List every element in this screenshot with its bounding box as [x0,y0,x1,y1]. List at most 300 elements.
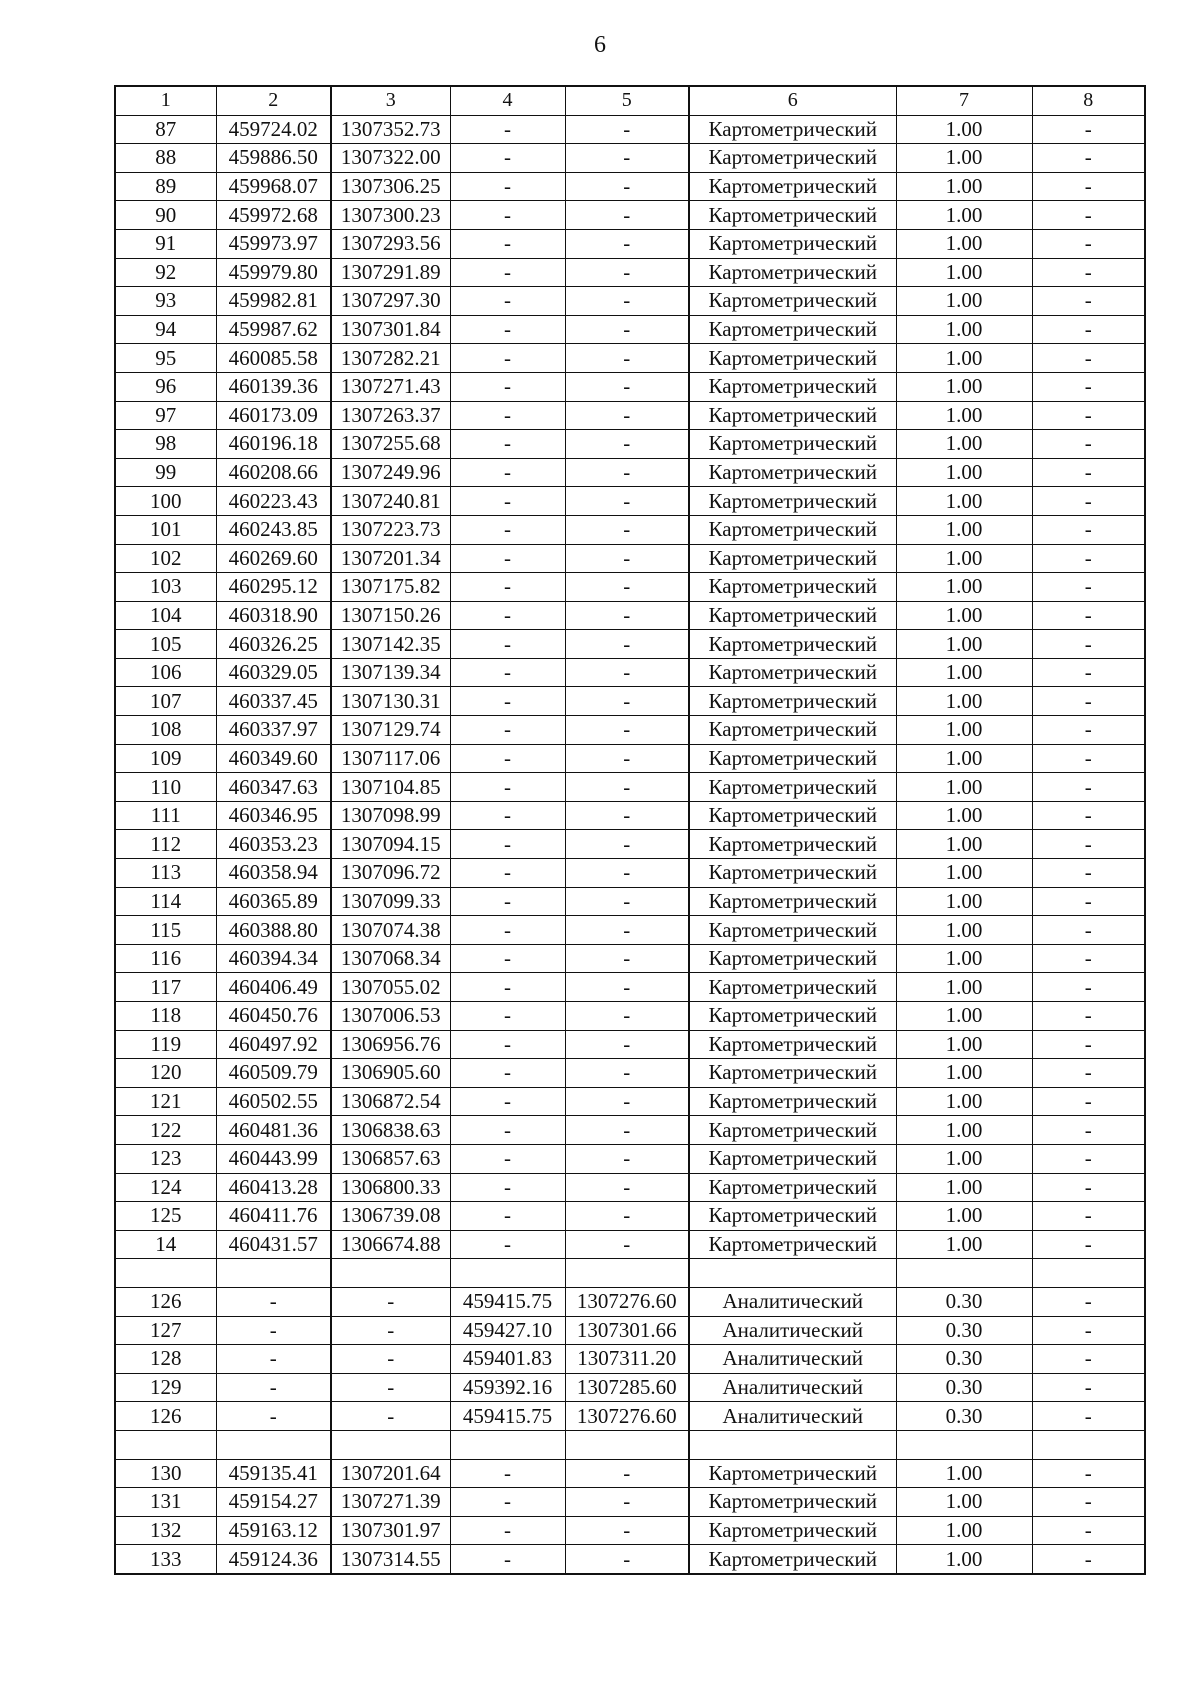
cell-point-number: 115 [115,916,216,945]
cell-point-number: 101 [115,515,216,544]
table-row [115,658,1145,687]
cell-description: - [1032,1144,1145,1173]
table-row [115,115,1145,144]
cell-point-number: 96 [115,372,216,401]
cell-accuracy: 1.00 [896,1059,1032,1088]
cell-point-number: 132 [115,1516,216,1545]
cell-method: Картометрический [689,144,896,173]
cell-method: Аналитический [689,1373,896,1402]
cell-y-existing: 1307293.56 [331,229,450,258]
header-cell-x-existing: 2 [216,86,331,115]
cell-x-refined: - [450,658,565,687]
cell-point-number: 119 [115,1030,216,1059]
cell-x-refined: - [450,1230,565,1259]
cell-y-existing: 1307301.84 [331,315,450,344]
cell-y-refined: - [565,973,689,1002]
cell-y-refined: - [565,1545,689,1574]
cell-method: Картометрический [689,544,896,573]
cell-description: - [1032,1030,1145,1059]
cell-y-existing: - [331,1402,450,1431]
cell-x-existing: 460365.89 [216,887,331,916]
cell-y-existing: 1306739.08 [331,1202,450,1231]
cell-description: - [1032,1373,1145,1402]
cell-y-existing: 1306956.76 [331,1030,450,1059]
cell-x-existing: 460329.05 [216,658,331,687]
cell-description: - [1032,716,1145,745]
cell-y-existing: 1307129.74 [331,716,450,745]
header-row [115,86,1145,115]
cell-y-refined: 1307276.60 [565,1287,689,1316]
cell-accuracy: 1.00 [896,487,1032,516]
cell-y-existing: 1307301.97 [331,1516,450,1545]
cell-y-refined: - [565,344,689,373]
table-row [115,487,1145,516]
cell-description: - [1032,315,1145,344]
cell-x-refined: - [450,1488,565,1517]
cell-x-existing: 460139.36 [216,372,331,401]
cell-accuracy: 1.00 [896,430,1032,459]
cell-point-number [115,1259,216,1288]
cell-accuracy: 1.00 [896,773,1032,802]
cell-y-refined: - [565,229,689,258]
cell-method: Картометрический [689,172,896,201]
cell-accuracy: 1.00 [896,830,1032,859]
table-row [115,773,1145,802]
cell-accuracy: 1.00 [896,887,1032,916]
cell-y-existing: 1307068.34 [331,944,450,973]
cell-x-existing: 460337.45 [216,687,331,716]
cell-description: - [1032,973,1145,1002]
cell-accuracy: 0.30 [896,1287,1032,1316]
cell-accuracy: 1.00 [896,1545,1032,1574]
table-row [115,687,1145,716]
cell-accuracy: 0.30 [896,1316,1032,1345]
cell-method: Картометрический [689,887,896,916]
cell-y-existing: 1307130.31 [331,687,450,716]
cell-description: - [1032,487,1145,516]
cell-description: - [1032,1402,1145,1431]
cell-y-refined: - [565,1030,689,1059]
cell-method: Аналитический [689,1345,896,1374]
cell-description: - [1032,1545,1145,1574]
cell-x-refined: - [450,1002,565,1031]
cell-x-refined: - [450,1030,565,1059]
cell-x-refined: 459427.10 [450,1316,565,1345]
cell-point-number: 118 [115,1002,216,1031]
cell-method: Картометрический [689,487,896,516]
cell-y-existing: 1307117.06 [331,744,450,773]
cell-x-existing: 460349.60 [216,744,331,773]
cell-x-existing: 460431.57 [216,1230,331,1259]
cell-x-existing [216,1430,331,1459]
table-row [115,716,1145,745]
cell-x-refined: - [450,172,565,201]
table-row [115,744,1145,773]
cell-point-number: 123 [115,1144,216,1173]
cell-description: - [1032,1345,1145,1374]
cell-x-refined: - [450,687,565,716]
cell-description: - [1032,287,1145,316]
cell-y-refined: - [565,801,689,830]
cell-point-number: 104 [115,601,216,630]
cell-x-refined: 459401.83 [450,1345,565,1374]
cell-y-existing: 1307314.55 [331,1545,450,1574]
cell-y-existing: - [331,1316,450,1345]
header-cell-accuracy: 7 [896,86,1032,115]
cell-x-existing: 460196.18 [216,430,331,459]
cell-y-refined: - [565,258,689,287]
cell-method: Картометрический [689,115,896,144]
cell-description: - [1032,344,1145,373]
cell-y-existing: 1306872.54 [331,1087,450,1116]
cell-point-number: 122 [115,1116,216,1145]
cell-y-existing: 1307223.73 [331,515,450,544]
cell-point-number: 94 [115,315,216,344]
cell-method: Картометрический [689,658,896,687]
cell-y-existing: 1306674.88 [331,1230,450,1259]
cell-accuracy: 1.00 [896,1087,1032,1116]
table-row [115,1459,1145,1488]
table-row [115,1059,1145,1088]
table-row [115,430,1145,459]
cell-x-refined [450,1259,565,1288]
cell-x-refined: - [450,258,565,287]
cell-description: - [1032,544,1145,573]
cell-accuracy: 1.00 [896,1459,1032,1488]
cell-description: - [1032,887,1145,916]
cell-y-refined: - [565,1459,689,1488]
cell-method: Картометрический [689,687,896,716]
cell-y-existing [331,1259,450,1288]
cell-accuracy: 1.00 [896,744,1032,773]
cell-method: Картометрический [689,1059,896,1088]
cell-x-existing: 460337.97 [216,716,331,745]
cell-y-refined: - [565,1488,689,1517]
cell-description: - [1032,1316,1145,1345]
cell-accuracy: 1.00 [896,401,1032,430]
cell-y-refined: - [565,687,689,716]
cell-x-existing: 460346.95 [216,801,331,830]
page-number: 6 [594,32,606,58]
table-row [115,1002,1145,1031]
cell-x-existing: 460502.55 [216,1087,331,1116]
cell-y-refined: - [565,430,689,459]
cell-y-refined: - [565,172,689,201]
table-row [115,573,1145,602]
table-row [115,944,1145,973]
cell-y-refined: - [565,1116,689,1145]
cell-y-existing: 1307300.23 [331,201,450,230]
cell-point-number: 125 [115,1202,216,1231]
cell-x-existing: 459973.97 [216,229,331,258]
cell-method: Картометрический [689,601,896,630]
cell-method [689,1430,896,1459]
cell-method: Картометрический [689,401,896,430]
cell-x-refined: - [450,115,565,144]
table-row [115,1202,1145,1231]
cell-description: - [1032,1202,1145,1231]
cell-y-existing: 1307099.33 [331,887,450,916]
cell-accuracy: 1.00 [896,1230,1032,1259]
cell-point-number: 129 [115,1373,216,1402]
cell-description: - [1032,630,1145,659]
cell-description [1032,1430,1145,1459]
coordinates-table [114,85,1146,1575]
cell-method: Картометрический [689,315,896,344]
cell-point-number: 89 [115,172,216,201]
cell-y-existing: 1307098.99 [331,801,450,830]
cell-y-refined: - [565,1516,689,1545]
cell-x-existing: 460406.49 [216,973,331,1002]
cell-x-existing: 459982.81 [216,287,331,316]
table-row [115,916,1145,945]
cell-method: Картометрический [689,287,896,316]
cell-y-refined: - [565,887,689,916]
cell-description: - [1032,830,1145,859]
cell-accuracy: 1.00 [896,1116,1032,1145]
cell-method: Картометрический [689,944,896,973]
cell-accuracy: 1.00 [896,344,1032,373]
cell-accuracy: 1.00 [896,944,1032,973]
cell-description: - [1032,458,1145,487]
cell-method: Картометрический [689,1488,896,1517]
cell-y-existing: 1307104.85 [331,773,450,802]
cell-accuracy: 1.00 [896,916,1032,945]
table-row [115,1545,1145,1574]
cell-x-refined: - [450,1059,565,1088]
table-row [115,1430,1145,1459]
table-row [115,544,1145,573]
cell-x-existing: - [216,1316,331,1345]
cell-accuracy: 1.00 [896,144,1032,173]
cell-point-number: 128 [115,1345,216,1374]
cell-point-number: 133 [115,1545,216,1574]
cell-description: - [1032,573,1145,602]
cell-point-number: 100 [115,487,216,516]
cell-y-existing: 1307306.25 [331,172,450,201]
cell-y-refined: - [565,601,689,630]
table-row [115,1230,1145,1259]
cell-method: Картометрический [689,1002,896,1031]
cell-x-existing: - [216,1373,331,1402]
cell-accuracy: 0.30 [896,1402,1032,1431]
cell-method: Картометрический [689,1173,896,1202]
cell-y-existing: 1307271.43 [331,372,450,401]
cell-y-refined: - [565,716,689,745]
cell-method: Картометрический [689,515,896,544]
table-row [115,830,1145,859]
cell-x-refined: 459415.75 [450,1287,565,1316]
cell-accuracy [896,1430,1032,1459]
cell-x-existing: 459135.41 [216,1459,331,1488]
cell-y-refined: - [565,573,689,602]
cell-point-number: 98 [115,430,216,459]
cell-x-existing: - [216,1345,331,1374]
cell-method: Картометрический [689,1030,896,1059]
header-cell-point-number: 1 [115,86,216,115]
cell-y-refined: - [565,1002,689,1031]
cell-y-existing: 1307055.02 [331,973,450,1002]
cell-accuracy: 1.00 [896,630,1032,659]
cell-accuracy: 1.00 [896,172,1032,201]
cell-y-existing: 1307240.81 [331,487,450,516]
cell-accuracy: 1.00 [896,716,1032,745]
cell-x-refined: - [450,315,565,344]
cell-y-refined: - [565,315,689,344]
cell-accuracy: 0.30 [896,1373,1032,1402]
cell-y-refined: - [565,515,689,544]
cell-x-refined: - [450,1545,565,1574]
cell-x-existing: 459124.36 [216,1545,331,1574]
cell-point-number: 114 [115,887,216,916]
cell-x-refined: - [450,487,565,516]
table-row [115,258,1145,287]
cell-x-existing: 460394.34 [216,944,331,973]
cell-description: - [1032,229,1145,258]
cell-y-refined: 1307276.60 [565,1402,689,1431]
cell-y-existing: 1306800.33 [331,1173,450,1202]
cell-y-existing: 1307291.89 [331,258,450,287]
cell-description: - [1032,1516,1145,1545]
cell-y-refined: - [565,544,689,573]
cell-description: - [1032,773,1145,802]
cell-y-existing: 1307249.96 [331,458,450,487]
cell-method: Картометрический [689,1516,896,1545]
cell-point-number: 110 [115,773,216,802]
cell-x-refined: - [450,1116,565,1145]
table-row [115,1373,1145,1402]
cell-y-existing: 1306857.63 [331,1144,450,1173]
cell-x-refined [450,1430,565,1459]
cell-description: - [1032,1488,1145,1517]
cell-x-refined: - [450,515,565,544]
cell-method: Картометрический [689,630,896,659]
cell-y-refined: - [565,287,689,316]
cell-x-refined: - [450,458,565,487]
cell-x-refined: - [450,773,565,802]
cell-y-refined: - [565,1202,689,1231]
cell-x-refined: - [450,430,565,459]
cell-x-refined: - [450,144,565,173]
cell-point-number: 124 [115,1173,216,1202]
cell-accuracy [896,1259,1032,1288]
cell-accuracy: 1.00 [896,658,1032,687]
cell-method: Картометрический [689,916,896,945]
table-row [115,315,1145,344]
cell-point-number: 99 [115,458,216,487]
cell-description: - [1032,1087,1145,1116]
cell-y-existing: 1307074.38 [331,916,450,945]
table-row [115,1402,1145,1431]
cell-x-existing: 459987.62 [216,315,331,344]
cell-description: - [1032,601,1145,630]
cell-x-existing: 460411.76 [216,1202,331,1231]
cell-description: - [1032,372,1145,401]
cell-description [1032,1259,1145,1288]
cell-y-refined: - [565,944,689,973]
cell-accuracy: 1.00 [896,1173,1032,1202]
cell-x-existing: 460208.66 [216,458,331,487]
cell-point-number: 117 [115,973,216,1002]
cell-description: - [1032,916,1145,945]
cell-method: Аналитический [689,1402,896,1431]
cell-y-refined: - [565,916,689,945]
cell-y-refined: 1307311.20 [565,1345,689,1374]
cell-x-refined: - [450,1202,565,1231]
cell-y-refined [565,1259,689,1288]
table-row [115,1030,1145,1059]
cell-description: - [1032,1287,1145,1316]
cell-accuracy: 1.00 [896,801,1032,830]
cell-description: - [1032,401,1145,430]
cell-point-number [115,1430,216,1459]
cell-y-refined: - [565,1230,689,1259]
table-row [115,973,1145,1002]
cell-accuracy: 1.00 [896,687,1032,716]
cell-method: Картометрический [689,1202,896,1231]
cell-x-existing: 460388.80 [216,916,331,945]
table-row [115,1516,1145,1545]
cell-x-existing: 460509.79 [216,1059,331,1088]
cell-accuracy: 1.00 [896,1002,1032,1031]
cell-y-existing: 1307255.68 [331,430,450,459]
cell-y-existing: 1307096.72 [331,859,450,888]
header-cell-description: 8 [1032,86,1145,115]
cell-point-number: 113 [115,859,216,888]
cell-accuracy: 1.00 [896,229,1032,258]
cell-point-number: 126 [115,1402,216,1431]
cell-x-existing: 460243.85 [216,515,331,544]
cell-method: Аналитический [689,1316,896,1345]
cell-accuracy: 1.00 [896,372,1032,401]
cell-x-existing: 460318.90 [216,601,331,630]
cell-y-existing: 1307150.26 [331,601,450,630]
cell-method: Картометрический [689,1230,896,1259]
table-row [115,801,1145,830]
cell-x-refined: - [450,830,565,859]
cell-x-existing: 460326.25 [216,630,331,659]
cell-accuracy: 1.00 [896,258,1032,287]
cell-method: Аналитический [689,1287,896,1316]
table-row [115,515,1145,544]
cell-x-existing: 459154.27 [216,1488,331,1517]
cell-y-refined: - [565,658,689,687]
table-row [115,1173,1145,1202]
cell-x-existing: 460353.23 [216,830,331,859]
table-row [115,144,1145,173]
cell-y-existing: 1307297.30 [331,287,450,316]
cell-x-refined: - [450,601,565,630]
cell-method [689,1259,896,1288]
table-row [115,630,1145,659]
table-row [115,287,1145,316]
cell-y-refined: - [565,1173,689,1202]
table-row [115,887,1145,916]
cell-method: Картометрический [689,201,896,230]
cell-accuracy: 1.00 [896,601,1032,630]
cell-y-existing: 1307094.15 [331,830,450,859]
cell-point-number: 14 [115,1230,216,1259]
cell-point-number: 116 [115,944,216,973]
cell-y-existing: 1307139.34 [331,658,450,687]
cell-y-existing: 1307201.34 [331,544,450,573]
cell-y-existing [331,1430,450,1459]
table-row [115,1316,1145,1345]
table-row [115,601,1145,630]
cell-point-number: 120 [115,1059,216,1088]
cell-x-existing: 459979.80 [216,258,331,287]
cell-description: - [1032,658,1145,687]
